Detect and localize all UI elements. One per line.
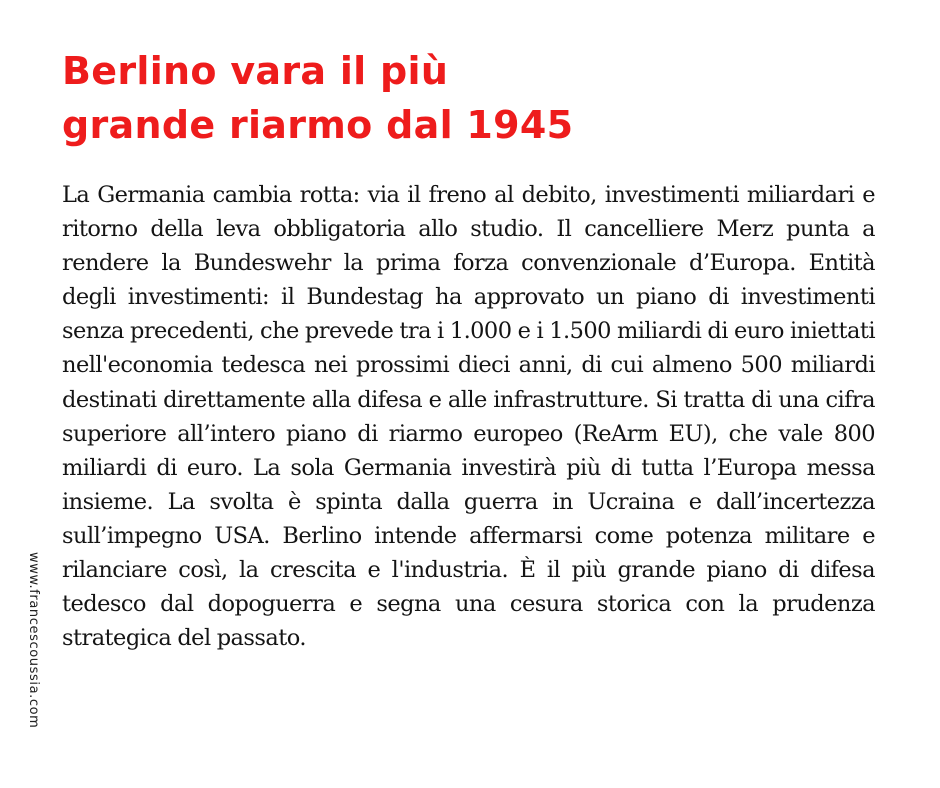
headline-line-1: Berlino vara il più xyxy=(62,49,449,93)
headline-line-2: grande riarmo dal 1945 xyxy=(62,103,574,147)
website-url: www.francescoussia.com xyxy=(26,552,41,729)
article-body: La Germania cambia rotta: via il freno al debito, investimenti miliardari e ritorno della leva obbligatoria allo studio. Il cancelliere Merz punta a rendere la Bundeswehr la prima forza convenzionale d’Europa. Entità degli investimenti: il Bundestag ha approvato un piano di investimenti senza precedenti, che prevede tra i 1.000 e i 1.500 miliardi di euro iniettati nell'economia tedesca nei prossimi dieci anni, di cui almeno 500 miliardi destinati direttamente alla difesa e alle infrastrutture. Si tratta di una cifra superiore all’intero piano di riarmo europeo (ReArm EU), che vale 800 miliardi di euro. La sola Germania investirà più di tutta l’Europa messa insieme. La svolta è spinta dalla guerra in Ucraina e dall’incertezza sull’impegno USA. Berlino intende affermarsi come potenza militare e rilanciare così, la crescita e l'industria. È il più grande piano di difesa tedesco dal dopoguerra e segna una cesura storica con la prudenza strategica del passato. xyxy=(62,182,875,652)
headline xyxy=(62,44,702,152)
